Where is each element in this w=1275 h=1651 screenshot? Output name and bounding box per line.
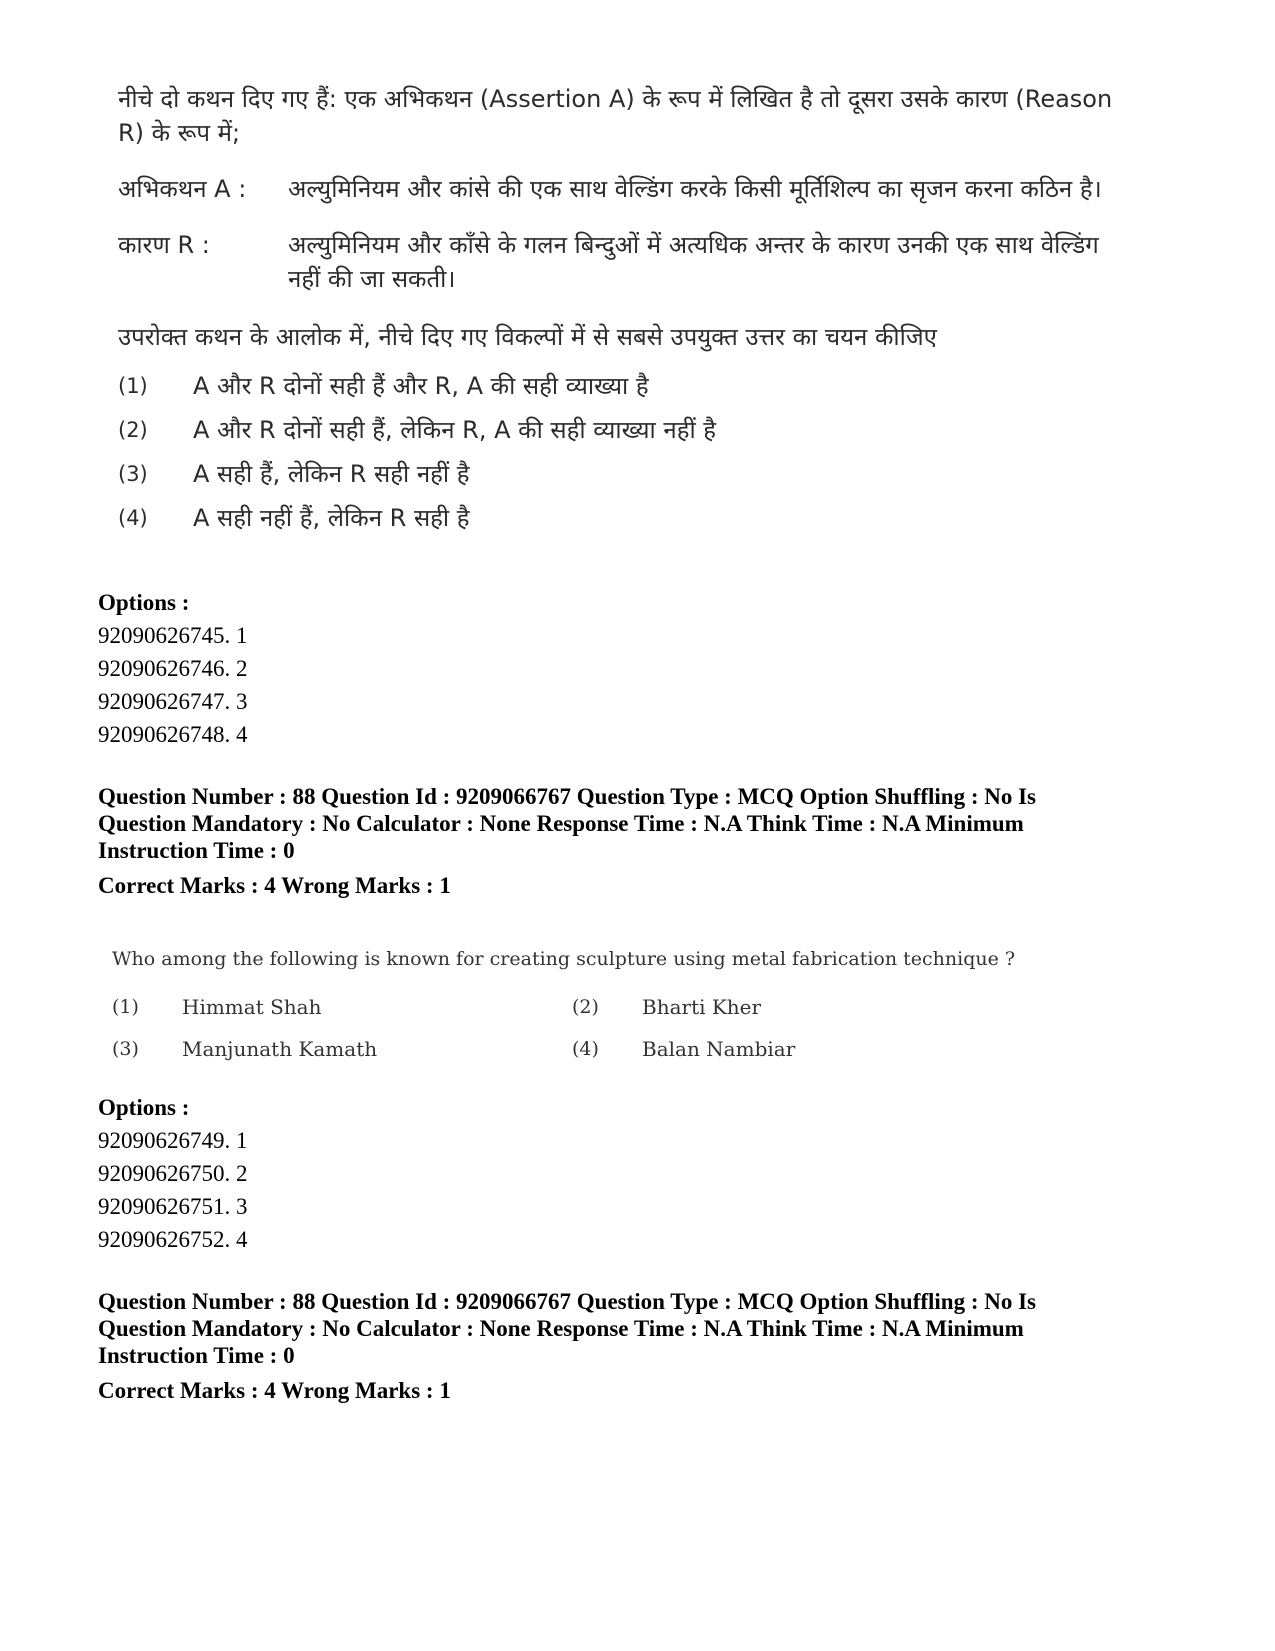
english-question-block: [112, 945, 1112, 1063]
hindi-option-text: A सही हैं, लेकिन R सही नहीं है: [193, 460, 470, 488]
hindi-option-text: A और R दोनों सही हैं, लेकिन R, A की सही व्याख्या नहीं है: [193, 416, 717, 444]
reason-label: कारण R :: [118, 231, 210, 259]
metadata-line: Question Mandatory : No Calculator : None Response Time : N.A Think Time : N.A Minimum: [98, 811, 1024, 836]
option-id-item: 92090626746. 2: [98, 656, 248, 681]
assertion-row: [118, 172, 1138, 206]
option-id-item: 92090626748. 4: [98, 722, 248, 747]
english-option: [572, 1035, 1032, 1063]
hindi-option-number: (3): [118, 462, 148, 486]
english-option-text: Himmat Shah: [182, 995, 322, 1019]
english-option: [112, 1035, 572, 1063]
hindi-option-text: A और R दोनों सही हैं और R, A की सही व्याख्या है: [193, 372, 649, 400]
reason-row: [118, 228, 1138, 296]
english-option-number: (3): [112, 1038, 139, 1060]
metadata-line: Question Mandatory : No Calculator : None Response Time : N.A Think Time : N.A Minimum: [98, 1316, 1024, 1341]
assertion-label: अभिकथन A :: [118, 175, 247, 203]
assertion-text: अल्युमिनियम और कांसे की एक साथ वेल्डिंग करके किसी मूर्तिशिल्प का सृजन करना कठिन है।: [288, 175, 1102, 203]
marks-line: Correct Marks : 4 Wrong Marks : 1: [98, 1378, 451, 1403]
options-list: [98, 586, 1198, 751]
english-option: [572, 993, 1032, 1021]
hindi-option-text: A सही नहीं हैं, लेकिन R सही है: [193, 504, 470, 532]
english-option-text: Bharti Kher: [642, 995, 762, 1019]
options-list: [98, 1091, 1198, 1256]
metadata-line: Question Number : 88 Question Id : 9209066767 Question Type : MCQ Option Shuffling : No Is: [98, 784, 1037, 809]
option-id-item: 92090626749. 1: [98, 1128, 248, 1153]
metadata-line: Instruction Time : 0: [98, 838, 295, 863]
hindi-question-block: [118, 82, 1138, 536]
options-title: Options :: [98, 1095, 190, 1120]
english-options-grid: [112, 993, 1112, 1063]
hindi-option-number: (4): [118, 506, 148, 530]
hindi-question-intro: नीचे दो कथन दिए गए हैं: एक अभिकथन (Assertion A) के रूप में लिखित है तो दूसरा उसके कारण (Reason R) के रूप में;: [118, 85, 1113, 147]
marks-line: Correct Marks : 4 Wrong Marks : 1: [98, 873, 451, 898]
english-question-text: Who among the following is known for creating sculpture using metal fabrication technique ?: [112, 948, 1016, 970]
english-option-text: Manjunath Kamath: [182, 1037, 378, 1061]
metadata-line: Question Number : 88 Question Id : 9209066767 Question Type : MCQ Option Shuffling : No Is: [98, 1289, 1037, 1314]
hindi-instruction: उपरोक्त कथन के आलोक में, नीचे दिए गए विकल्पों में से सबसे उपयुक्त उत्तर का चयन कीजिए: [118, 323, 937, 351]
hindi-option: [118, 368, 1138, 404]
question-metadata: [98, 1288, 1178, 1404]
reason-text: अल्युमिनियम और काँसे के गलन बिन्दुओं में अत्यधिक अन्तर के कारण उनकी एक साथ वेल्डिंग नहीं की जा सकती।: [288, 231, 1099, 293]
english-option-number: (1): [112, 996, 139, 1018]
hindi-option-number: (2): [118, 418, 148, 442]
english-option-number: (4): [572, 1038, 599, 1060]
option-id-item: 92090626750. 2: [98, 1161, 248, 1186]
option-id-item: 92090626745. 1: [98, 623, 248, 648]
hindi-option-number: (1): [118, 374, 148, 398]
hindi-option: [118, 500, 1138, 536]
options-title: Options :: [98, 590, 190, 615]
question-metadata: [98, 783, 1178, 899]
hindi-option: [118, 412, 1138, 448]
english-option-text: Balan Nambiar: [642, 1037, 796, 1061]
english-option: [112, 993, 572, 1021]
option-id-item: 92090626752. 4: [98, 1227, 248, 1252]
hindi-option: [118, 456, 1138, 492]
english-option-number: (2): [572, 996, 599, 1018]
option-id-item: 92090626747. 3: [98, 689, 248, 714]
option-id-item: 92090626751. 3: [98, 1194, 248, 1219]
metadata-line: Instruction Time : 0: [98, 1343, 295, 1368]
